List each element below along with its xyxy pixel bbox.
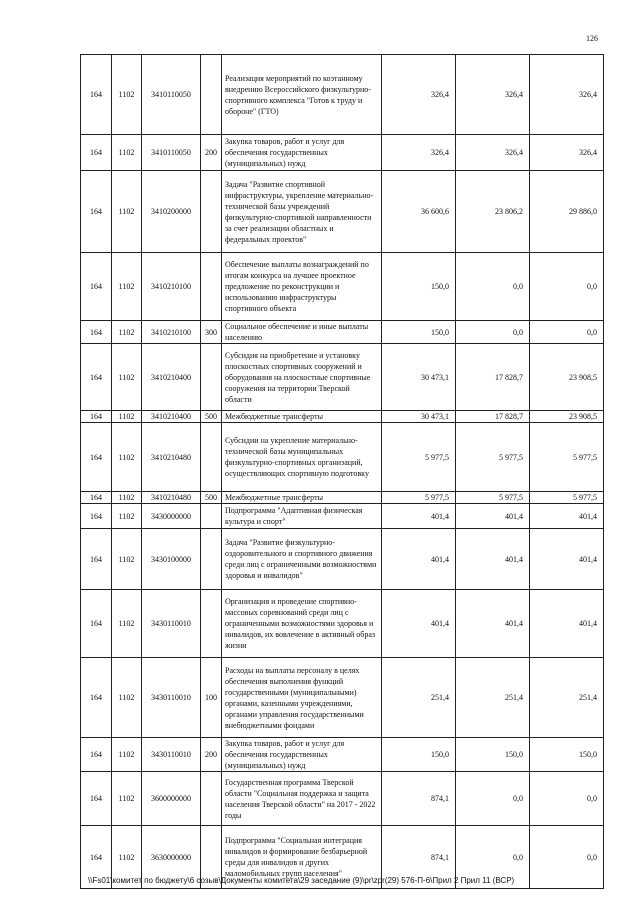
org-cell: 164 — [81, 171, 112, 253]
section-cell: 1102 — [112, 344, 142, 411]
type-cell — [201, 590, 222, 658]
table-row — [81, 55, 604, 135]
value-2021-cell: 150,0 — [382, 738, 456, 772]
value-2021-cell: 150,0 — [382, 253, 456, 321]
value-2022-cell: 251,4 — [456, 658, 530, 738]
value-2022-cell: 326,4 — [456, 135, 530, 171]
table-row — [81, 253, 604, 321]
name-cell: Организация и проведение спортивно-массовых соревнований среди лиц с ограниченными возможностями здоровья и инвалидов, их вовлечение в активный образ жизни — [222, 590, 382, 658]
name-cell: Межбюджетные трансферты — [222, 411, 382, 423]
target-cell: 3430000000 — [142, 504, 201, 529]
section-cell: 1102 — [112, 253, 142, 321]
org-cell: 164 — [81, 55, 112, 135]
org-cell: 164 — [81, 135, 112, 171]
name-cell: Подпрограмма "Социальная интеграция инвалидов и формирование безбарьерной среды для инвалидов и других маломобильных групп населения" — [222, 826, 382, 889]
value-2023-cell: 0,0 — [530, 321, 604, 344]
value-2023-cell: 23 908,5 — [530, 411, 604, 423]
value-2022-cell: 0,0 — [456, 321, 530, 344]
section-cell: 1102 — [112, 411, 142, 423]
target-cell: 3410210400 — [142, 344, 201, 411]
target-cell: 3410210100 — [142, 321, 201, 344]
name-cell: Подпрограмма "Адаптивная физическая культура и спорт" — [222, 504, 382, 529]
table-row — [81, 590, 604, 658]
value-2023-cell: 0,0 — [530, 826, 604, 889]
target-cell: 3410210100 — [142, 253, 201, 321]
table-row — [81, 344, 604, 411]
table-row — [81, 492, 604, 504]
value-2022-cell: 5 977,5 — [456, 423, 530, 492]
target-cell: 3430110010 — [142, 658, 201, 738]
name-cell: Межбюджетные трансферты — [222, 492, 382, 504]
value-2022-cell: 0,0 — [456, 826, 530, 889]
org-cell: 164 — [81, 344, 112, 411]
table-row — [81, 171, 604, 253]
name-cell: Закупка товаров, работ и услуг для обеспечения государственных (муниципальных) нужд — [222, 135, 382, 171]
section-cell: 1102 — [112, 423, 142, 492]
table-row — [81, 411, 604, 423]
value-2022-cell: 401,4 — [456, 504, 530, 529]
org-cell: 164 — [81, 738, 112, 772]
table-row — [81, 772, 604, 826]
type-cell — [201, 171, 222, 253]
value-2022-cell: 5 977,5 — [456, 492, 530, 504]
name-cell: Субсидии на укрепление материально-технической базы муниципальных физкультурно-спортивных организаций, осуществляющих спортивную подготовку — [222, 423, 382, 492]
target-cell: 3410200000 — [142, 171, 201, 253]
name-cell: Задача "Развитие спортивной инфраструктуры, укрепление материально-технической базы учреждений физкультурно-спортивной направленности за счет реализации областных и федеральных проектов" — [222, 171, 382, 253]
type-cell: 100 — [201, 658, 222, 738]
value-2021-cell: 874,1 — [382, 826, 456, 889]
table-row — [81, 423, 604, 492]
type-cell — [201, 423, 222, 492]
value-2023-cell: 401,4 — [530, 529, 604, 590]
value-2022-cell: 150,0 — [456, 738, 530, 772]
value-2023-cell: 29 886,0 — [530, 171, 604, 253]
budget-table — [80, 54, 604, 889]
type-cell: 200 — [201, 135, 222, 171]
value-2021-cell: 150,0 — [382, 321, 456, 344]
org-cell: 164 — [81, 492, 112, 504]
type-cell — [201, 772, 222, 826]
value-2021-cell: 5 977,5 — [382, 492, 456, 504]
type-cell: 300 — [201, 321, 222, 344]
value-2022-cell: 401,4 — [456, 590, 530, 658]
target-cell: 3410210400 — [142, 411, 201, 423]
table-row — [81, 135, 604, 171]
org-cell: 164 — [81, 253, 112, 321]
type-cell: 500 — [201, 411, 222, 423]
value-2022-cell: 23 806,2 — [456, 171, 530, 253]
section-cell: 1102 — [112, 321, 142, 344]
value-2022-cell: 0,0 — [456, 772, 530, 826]
value-2021-cell: 401,4 — [382, 529, 456, 590]
target-cell: 3410210480 — [142, 492, 201, 504]
target-cell: 3410110050 — [142, 135, 201, 171]
name-cell: Задача "Развитие физкультурно-оздоровительного и спортивного движения среди лиц с ограниченными возможностями здоровья и инвалидов" — [222, 529, 382, 590]
name-cell: Социальное обеспечение и иные выплаты населению — [222, 321, 382, 344]
footer-path: \\Fs01\комитет по бюджету\6 созыв\Документы комитета\29 заседание (9)\pr\zpr(29) 576-П-6\Прил 2 Прил 11 (ВСР) — [88, 876, 515, 885]
name-cell: Расходы на выплаты персоналу в целях обеспечения выполнения функций государственными (муниципальными) органами, казенными учреждениями, органами управления государственными внебюджетными фондами — [222, 658, 382, 738]
value-2021-cell: 874,1 — [382, 772, 456, 826]
type-cell: 500 — [201, 492, 222, 504]
type-cell — [201, 504, 222, 529]
value-2021-cell: 401,4 — [382, 504, 456, 529]
value-2023-cell: 0,0 — [530, 253, 604, 321]
target-cell: 3410110050 — [142, 55, 201, 135]
table-row — [81, 529, 604, 590]
name-cell: Реализация мероприятий по коэтанному внедрению Всероссийского физкультурно-спортивного комплекса "Готов к труду и обороне" (ГТО) — [222, 55, 382, 135]
org-cell: 164 — [81, 658, 112, 738]
value-2022-cell: 0,0 — [456, 253, 530, 321]
value-2023-cell: 0,0 — [530, 772, 604, 826]
table-row — [81, 321, 604, 344]
value-2023-cell: 251,4 — [530, 658, 604, 738]
type-cell — [201, 253, 222, 321]
name-cell: Закупка товаров, работ и услуг для обеспечения государственных (муниципальных) нужд — [222, 738, 382, 772]
section-cell: 1102 — [112, 826, 142, 889]
value-2022-cell: 17 828,7 — [456, 411, 530, 423]
name-cell: Субсидия на приобретение и установку плоскостных спортивных сооружений и оборудования на плоскостные спортивные сооружения на территории Тверской области — [222, 344, 382, 411]
value-2021-cell: 30 473,1 — [382, 344, 456, 411]
type-cell — [201, 344, 222, 411]
value-2022-cell: 17 828,7 — [456, 344, 530, 411]
target-cell: 3410210480 — [142, 423, 201, 492]
section-cell: 1102 — [112, 492, 142, 504]
value-2021-cell: 326,4 — [382, 55, 456, 135]
value-2021-cell: 326,4 — [382, 135, 456, 171]
value-2023-cell: 5 977,5 — [530, 492, 604, 504]
value-2021-cell: 401,4 — [382, 590, 456, 658]
section-cell: 1102 — [112, 55, 142, 135]
org-cell: 164 — [81, 423, 112, 492]
name-cell: Обеспечение выплаты вознаграждений по итогам конкурса на лучшее проектное предложение по реконструкции и использованию инфраструктуры спортивного объекта — [222, 253, 382, 321]
page-number: 126 — [586, 34, 598, 43]
value-2021-cell: 30 473,1 — [382, 411, 456, 423]
org-cell: 164 — [81, 590, 112, 658]
value-2022-cell: 401,4 — [456, 529, 530, 590]
value-2023-cell: 150,0 — [530, 738, 604, 772]
target-cell: 3630000000 — [142, 826, 201, 889]
section-cell: 1102 — [112, 529, 142, 590]
section-cell: 1102 — [112, 504, 142, 529]
type-cell — [201, 529, 222, 590]
org-cell: 164 — [81, 321, 112, 344]
value-2021-cell: 36 600,6 — [382, 171, 456, 253]
table-row — [81, 658, 604, 738]
value-2023-cell: 326,4 — [530, 135, 604, 171]
name-cell: Государственная программа Тверской области "Социальная поддержка и защита населения Тверской области" на 2017 - 2022 годы — [222, 772, 382, 826]
type-cell: 200 — [201, 738, 222, 772]
section-cell: 1102 — [112, 590, 142, 658]
org-cell: 164 — [81, 772, 112, 826]
target-cell: 3430100000 — [142, 529, 201, 590]
section-cell: 1102 — [112, 772, 142, 826]
org-cell: 164 — [81, 826, 112, 889]
org-cell: 164 — [81, 529, 112, 590]
table-body — [81, 55, 604, 889]
value-2023-cell: 326,4 — [530, 55, 604, 135]
value-2023-cell: 23 908,5 — [530, 344, 604, 411]
section-cell: 1102 — [112, 171, 142, 253]
target-cell: 3430110010 — [142, 738, 201, 772]
value-2023-cell: 5 977,5 — [530, 423, 604, 492]
type-cell — [201, 55, 222, 135]
table-row — [81, 738, 604, 772]
org-cell: 164 — [81, 504, 112, 529]
value-2022-cell: 326,4 — [456, 55, 530, 135]
value-2023-cell: 401,4 — [530, 504, 604, 529]
value-2021-cell: 5 977,5 — [382, 423, 456, 492]
value-2023-cell: 401,4 — [530, 590, 604, 658]
section-cell: 1102 — [112, 658, 142, 738]
target-cell: 3430110010 — [142, 590, 201, 658]
org-cell: 164 — [81, 411, 112, 423]
section-cell: 1102 — [112, 738, 142, 772]
section-cell: 1102 — [112, 135, 142, 171]
table-row — [81, 504, 604, 529]
target-cell: 3600000000 — [142, 772, 201, 826]
value-2021-cell: 251,4 — [382, 658, 456, 738]
